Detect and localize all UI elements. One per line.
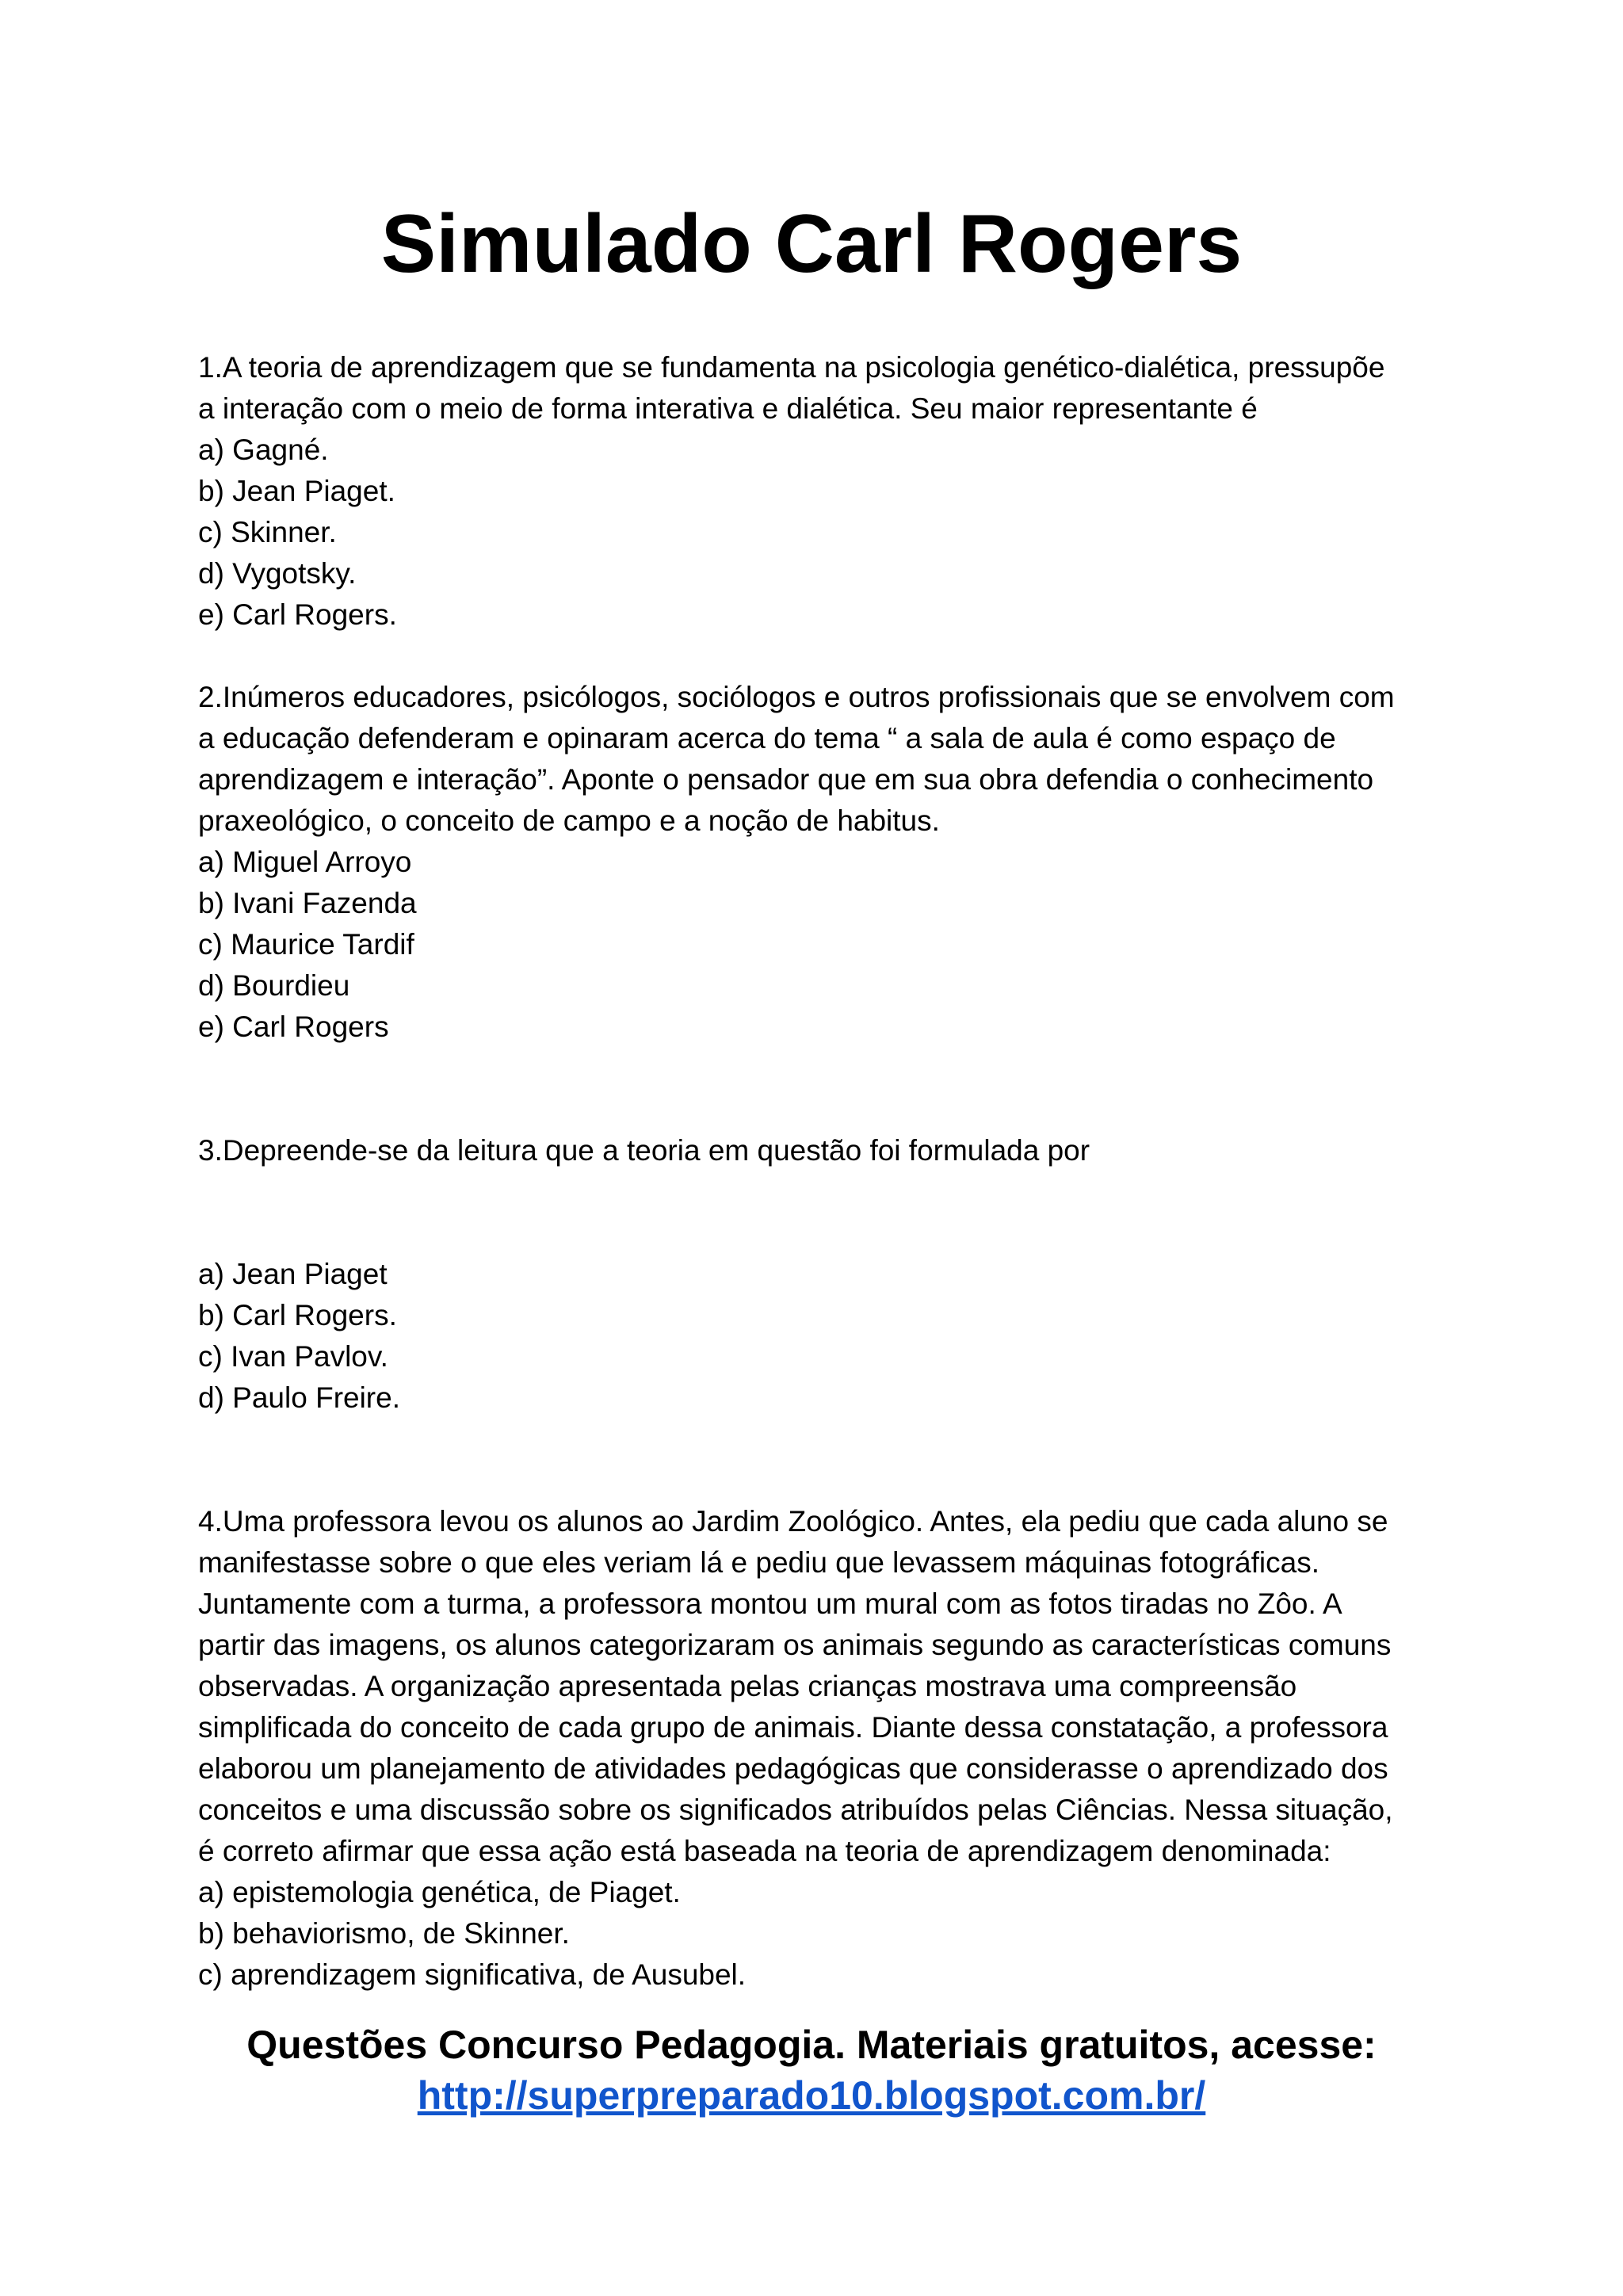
question-2-option-e: e) Carl Rogers [198,1010,389,1043]
question-1-option-e: e) Carl Rogers. [198,598,397,631]
questions-body [198,347,1434,1996]
question-4-text-line: é correto afirmar que essa ação está baseada na teoria de aprendizagem denominada: [198,1835,1331,1867]
question-2-text-line: 2.Inúmeros educadores, psicólogos, sociólogos e outros profissionais que se envolvem com [198,681,1395,713]
question-3-option-a: a) Jean Piaget [198,1258,388,1290]
question-4-text-line: observadas. A organização apresentada pelas crianças mostrava uma compreensão [198,1670,1297,1702]
question-4-text-line: simplificada do conceito de cada grupo de animais. Diante dessa constatação, a professora [198,1711,1388,1744]
question-3-option-c: c) Ivan Pavlov. [198,1340,388,1373]
spacer [198,636,1434,677]
question-4-text-line: conceitos e uma discussão sobre os significados atribuídos pelas Ciências. Nessa situação, [198,1794,1393,1826]
question-4-text-line: partir das imagens, os alunos categorizaram os animais segundo as características comuns [198,1629,1392,1661]
question-4 [198,1501,1434,1996]
question-4-text-line: elaborou um planejamento de atividades pedagógicas que considerasse o aprendizado dos [198,1752,1388,1785]
question-1-option-c: c) Skinner. [198,516,337,548]
question-1-text-line: a interação com o meio de forma interativa e dialética. Seu maior representante é [198,392,1258,425]
question-2-text-line: aprendizagem e interação”. Aponte o pensador que em sua obra defendia o conhecimento [198,763,1374,796]
question-4-option-c: c) aprendizagem significativa, de Ausubel. [198,1958,747,1991]
question-3 [198,1130,1434,1419]
question-2-option-b: b) Ivani Fazenda [198,887,417,919]
page-title: Simulado Carl Rogers [380,198,1243,290]
spacer [198,1048,1434,1130]
spacer [198,1171,1434,1254]
question-4-text-line: manifestasse sobre o que eles veriam lá e pediu que levassem máquinas fotográficas. [198,1546,1319,1579]
question-4-text-line: 4.Uma professora levou os alunos ao Jardim Zoológico. Antes, ela pediu que cada aluno se [198,1505,1388,1538]
footer-text: Questões Concurso Pedagogia. Materiais gratuitos, acesse: [246,2023,1377,2067]
question-3-option-d: d) Paulo Freire. [198,1381,400,1414]
question-1 [198,347,1434,636]
question-2-option-a: a) Miguel Arroyo [198,846,412,878]
question-2-option-c: c) Maurice Tardif [198,928,414,961]
question-4-text-line: Juntamente com a turma, a professora montou um mural com as fotos tiradas no Zôo. A [198,1587,1342,1620]
footer-link[interactable]: http://superpreparado10.blogspot.com.br/ [417,2073,1206,2118]
question-2-text-line: a educação defenderam e opinaram acerca do tema “ a sala de aula é como espaço de [198,722,1336,755]
question-1-option-a: a) Gagné. [198,434,329,466]
question-2-text-line: praxeológico, o conceito de campo e a noção de habitus. [198,804,940,837]
spacer [198,1419,1434,1501]
question-1-text-line: 1.A teoria de aprendizagem que se fundamenta na psicologia genético-dialética, pressupõe [198,351,1385,384]
question-4-option-a: a) epistemologia genética, de Piaget. [198,1876,681,1908]
question-1-option-b: b) Jean Piaget. [198,475,395,507]
question-2-option-d: d) Bourdieu [198,969,350,1002]
question-3-option-b: b) Carl Rogers. [198,1299,397,1331]
question-2 [198,677,1434,1048]
footer [0,2019,1623,2121]
question-1-option-d: d) Vygotsky. [198,557,357,590]
question-3-text-line: 3.Depreende-se da leitura que a teoria em questão foi formulada por [198,1134,1090,1167]
question-4-option-b: b) behaviorismo, de Skinner. [198,1917,570,1950]
